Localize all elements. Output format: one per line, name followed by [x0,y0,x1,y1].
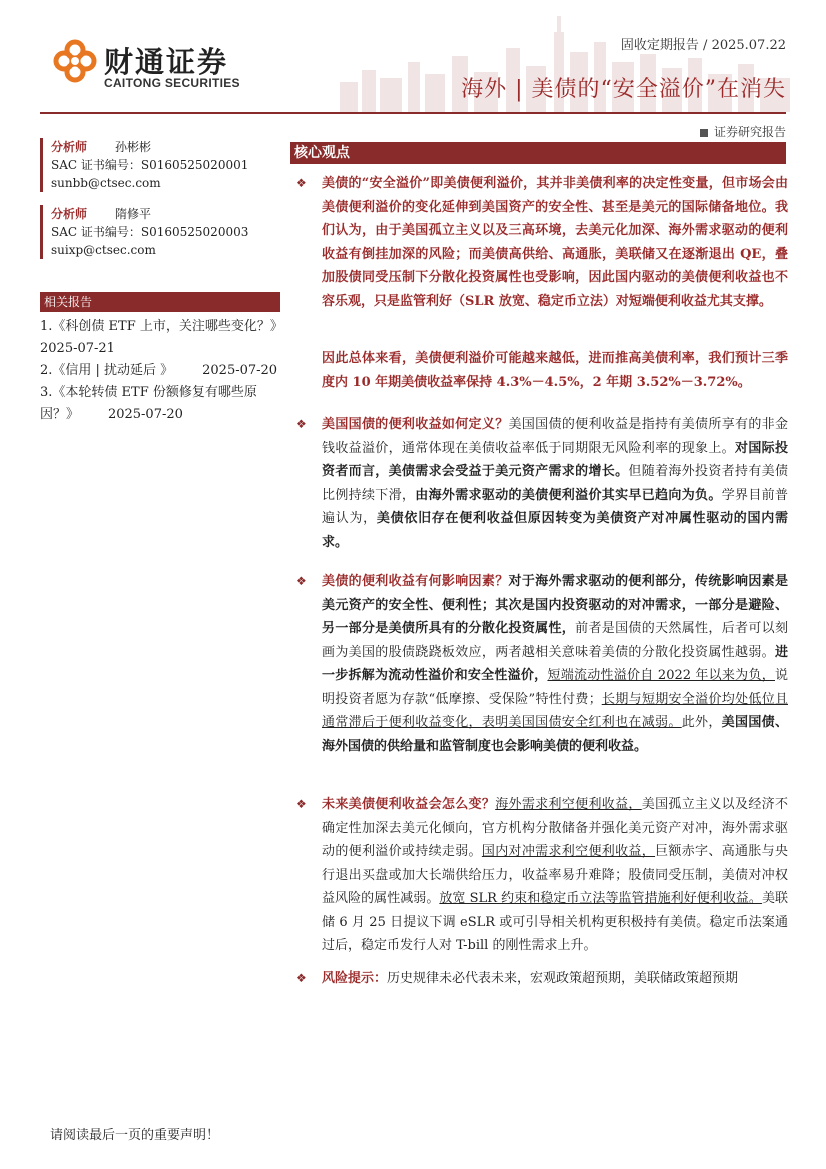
text-run: 美国孤立主义以及经济不确定性加深去美元化倾向，官方机构分散储备并强化美元资产对冲，海外需求驱动的便利溢价或持续走弱。 [322,797,788,859]
diamond-bullet-icon: ❖ [296,971,307,985]
analyst-name: 隋修平 [115,207,152,221]
core-point [296,570,788,758]
logo-mark-icon [50,36,100,86]
core-point [296,413,788,554]
diamond-bullet-icon: ❖ [296,417,307,431]
text-run: 说明投资者愿为存款“低摩擦、受保险”特性付费； [322,668,788,707]
underline-run: 短端流动性溢价自 2022 年以来为负， [547,668,775,683]
diamond-bullet-icon: ❖ [296,176,307,190]
analyst-cert: SAC 证书编号：S0160525020001 [51,158,249,172]
analyst-name: 孙彬彬 [115,140,152,154]
text-run: 美联储 6 月 25 日提议下调 eSLR 或可引导相关机构更积极持有美债。稳定币法案通过后，稳定币发行人对 T-bill 的刚性需求上升。 [322,891,788,953]
core-point [296,793,788,958]
core-summary: 因此总体来看，美债便利溢价可能越来越低，进而推高美债利率，我们预计三季度内 10 年期美债收益率保持 4.3%－4.5%，2 年期 3.52%－3.72%。 [322,351,788,390]
logo-name-en: CAITONG SECURITIES [104,76,240,90]
title-divider [40,112,786,114]
emphasis-run: 对于海外需求驱动的便利部分，传统影响因素是美元资产的安全性、便利性；其次是国内投资驱动的对冲需求，一部分是避险、另一部分是美债所具有的分散化投资属性， [322,574,788,636]
text-run: 学界目前普遍认为， [322,487,788,526]
risk-heading: 风险提示： [322,971,388,986]
risk-warning-text [322,967,788,991]
related-report-item[interactable] [40,360,285,382]
analyst-email[interactable]: suixp@ctsec.com [51,243,156,257]
company-logo [50,36,250,96]
text-run: 美国国债的便利收益是指持有美债所享有的非金钱收益溢价，通常体现在美债收益率低于同期限无风险利率的现象上。 [322,417,788,456]
square-bullet-icon [700,129,708,137]
report-type-label: 证券研究报告 [713,125,786,139]
analyst-cert: SAC 证书编号：S0160525020003 [51,225,249,239]
logo-name-cn: 财通证券 [104,45,229,79]
related-report-date: 2025-07-21 [40,341,115,356]
text-run: 此外， [681,715,722,730]
core-point-text [322,793,788,958]
related-report-title[interactable]: 3.《本轮转债 ETF 份额修复有哪些原因？》 [40,385,257,422]
core-point-text [322,570,788,758]
text-run: 巨额赤字、高通胀与央行退出买盘或加大长端供给压力，收益率易升难降；股债同受压制，美债对冲权益风险的属性减弱。 [322,844,788,906]
diamond-bullet-icon: ❖ [296,574,307,588]
analyst-role: 分析师 [51,140,88,154]
report-title: 海外 | 美债的“安全溢价”在消失 [461,77,786,102]
underline-run: 国内对冲需求利空便利收益， [481,844,656,859]
related-report-item[interactable] [40,382,285,426]
risk-warning [296,967,788,991]
footer-disclaimer-note: 请阅读最后一页的重要声明！ [50,1128,220,1143]
related-report-title[interactable]: 1.《科创债 ETF 上市，关注哪些变化？》 [40,319,283,334]
underline-run: 放宽 SLR 约束和稳定币立法等监管措施利好便利收益。 [439,891,762,906]
diamond-bullet-icon: ❖ [296,797,307,811]
question-heading: 美债的便利收益有何影响因素？ [322,574,509,589]
emphasis-run: 进一步拆解为流动性溢价和安全性溢价， [322,644,788,683]
emphasis-run: 美债依旧存在便利收益但原因转变为美债资产对冲属性驱动的国内需求。 [322,511,788,550]
text-run: 前者是国债的天然属性，后者可以刻画为美国的股债跷跷板效应，两者越相关意味着美债的分散化投资属性越弱。 [322,621,788,660]
question-heading: 美国国债的便利收益如何定义？ [322,417,509,432]
analyst-card [40,205,291,259]
related-reports-list [40,316,285,426]
core-point-text [322,413,788,554]
underline-run: 长期与短期安全溢价均处低位且通常滞后于便利收益变化，表明美国国债安全红利也在减弱。 [322,691,788,730]
core-point-text: 美债的“安全溢价”即美债便利溢价，其并非美债利率的决定性变量，但市场会由美债便利溢价的变化延伸到美国资产的安全性、甚至是美元的国际储备地位。我们认为，由于美国孤立主义以及三高环境，去美元化加深、海外需求驱动的便利收益有倒挂加深的风险；而美债高供给、高通胀，美联储又在逐渐退出 QE，叠加股债同受压制下分散化投资属性也受影响，因此国内驱动的美债便利收益也不容乐观，只是监管利好（SLR 放宽、稳定币立法）对短端便利收益尤其支撑。 [322,176,788,309]
text-run: 历史规律未必代表未来，宏观政策超预期，美联储政策超预期 [387,971,739,986]
related-report-item[interactable] [40,316,285,360]
emphasis-run: 由海外需求驱动的美债便利溢价其实早已趋向为负。 [415,487,722,503]
emphasis-run: 对国际投资者而言，美债需求会受益于美元资产需求的增长。 [322,440,788,479]
analyst-email[interactable]: sunbb@ctsec.com [51,176,161,190]
core-views-header: 核心观点 [290,142,786,164]
analyst-card [40,138,291,192]
question-heading: 未来美债便利收益会怎么变？ [322,797,496,812]
analyst-role: 分析师 [51,207,88,221]
report-meta: 固收定期报告 / 2025.07.22 [620,38,786,53]
report-type [700,123,786,140]
core-point [296,172,788,313]
related-report-date: 2025-07-20 [202,363,278,378]
text-run: 但随着海外投资者持有美债比例持续下滑， [322,464,788,503]
related-report-title[interactable]: 2.《信用 | 扰动延后 》 [40,363,174,378]
related-reports-header: 相关报告 [40,292,280,312]
emphasis-run: 美国国债、海外国债的供给量和监管制度也会影响美债的便利收益。 [322,715,788,754]
related-report-date: 2025-07-20 [107,407,183,422]
underline-run: 海外需求利空便利收益， [495,797,642,812]
